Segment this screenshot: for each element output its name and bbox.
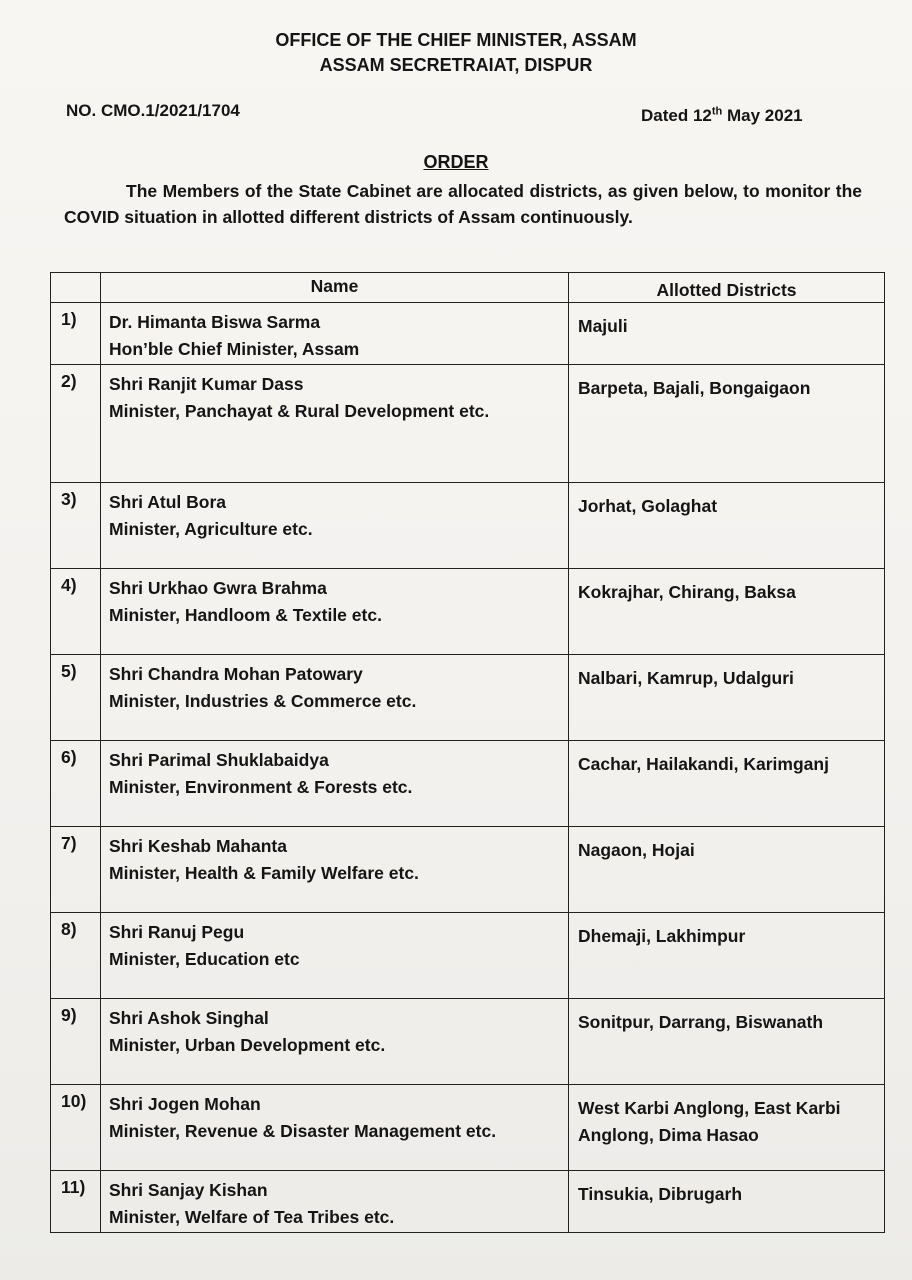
allotted-districts: Dhemaji, Lakhimpur — [569, 913, 885, 999]
allotted-districts: Nalbari, Kamrup, Udalguri — [569, 655, 885, 741]
date-prefix: Dated 12 — [641, 106, 712, 125]
allotted-districts: Cachar, Hailakandi, Karimganj — [569, 741, 885, 827]
minister-name: Shri Parimal Shuklabaidya — [109, 750, 329, 770]
order-date — [641, 106, 803, 126]
row-name-cell — [101, 1171, 569, 1233]
minister-designation: Hon’ble Chief Minister, Assam — [109, 339, 360, 359]
minister-name: Shri Urkhao Gwra Brahma — [109, 578, 327, 598]
date-rest: May 2021 — [722, 106, 803, 125]
row-serial: 9) — [51, 999, 101, 1085]
table-row — [51, 365, 885, 483]
header-serial — [51, 273, 101, 303]
row-name-cell — [101, 483, 569, 569]
minister-name: Shri Jogen Mohan — [109, 1094, 261, 1114]
header-districts: Allotted Districts — [569, 273, 885, 303]
row-name-cell — [101, 827, 569, 913]
minister-designation: Minister, Panchayat & Rural Development etc. — [109, 401, 490, 421]
minister-designation: Minister, Agriculture etc. — [109, 519, 313, 539]
reference-number: NO. CMO.1/2021/1704 — [66, 101, 240, 120]
row-name-cell — [101, 655, 569, 741]
row-name-cell — [101, 303, 569, 365]
allotment-table — [50, 272, 885, 1233]
minister-name: Dr. Himanta Biswa Sarma — [109, 312, 321, 332]
minister-name: Shri Ranjit Kumar Dass — [109, 374, 304, 394]
table-row — [51, 483, 885, 569]
minister-name: Shri Atul Bora — [109, 492, 226, 512]
table-row — [51, 303, 885, 365]
allotted-districts: Jorhat, Golaghat — [569, 483, 885, 569]
row-serial: 3) — [51, 483, 101, 569]
row-name-cell — [101, 913, 569, 999]
minister-designation: Minister, Urban Development etc. — [109, 1035, 386, 1055]
minister-designation: Minister, Industries & Commerce etc. — [109, 691, 417, 711]
table-row — [51, 569, 885, 655]
row-name-cell — [101, 1085, 569, 1171]
row-serial: 11) — [51, 1171, 101, 1233]
minister-name: Shri Keshab Mahanta — [109, 836, 287, 856]
row-serial: 2) — [51, 365, 101, 483]
header-line-1: OFFICE OF THE CHIEF MINISTER, ASSAM — [275, 30, 637, 50]
minister-name: Shri Ashok Singhal — [109, 1008, 269, 1028]
table-row — [51, 655, 885, 741]
minister-designation: Minister, Handloom & Textile etc. — [109, 605, 382, 625]
allotted-districts: Sonitpur, Darrang, Biswanath — [569, 999, 885, 1085]
minister-designation: Minister, Revenue & Disaster Management etc. — [109, 1121, 497, 1141]
minister-designation: Minister, Health & Family Welfare etc. — [109, 863, 419, 883]
allotted-districts: Kokrajhar, Chirang, Baksa — [569, 569, 885, 655]
table-row — [51, 999, 885, 1085]
minister-designation: Minister, Environment & Forests etc. — [109, 777, 413, 797]
row-name-cell — [101, 999, 569, 1085]
row-name-cell — [101, 365, 569, 483]
table-row — [51, 1085, 885, 1171]
table-header-row — [51, 273, 885, 303]
row-name-cell — [101, 741, 569, 827]
minister-name: Shri Sanjay Kishan — [109, 1180, 268, 1200]
header-line-2: ASSAM SECRETRAIAT, DISPUR — [319, 55, 593, 75]
row-serial: 5) — [51, 655, 101, 741]
row-serial: 10) — [51, 1085, 101, 1171]
row-serial: 8) — [51, 913, 101, 999]
header-name: Name — [101, 273, 569, 303]
allotted-districts: Majuli — [569, 303, 885, 365]
allotted-districts: Barpeta, Bajali, Bongaigaon — [569, 365, 885, 483]
minister-name: Shri Ranuj Pegu — [109, 922, 245, 942]
order-title: ORDER — [423, 152, 489, 172]
row-serial: 7) — [51, 827, 101, 913]
table-row — [51, 1171, 885, 1233]
allotted-districts: Tinsukia, Dibrugarh — [569, 1171, 885, 1233]
minister-designation: Minister, Welfare of Tea Tribes etc. — [109, 1207, 395, 1227]
table-row — [51, 827, 885, 913]
office-header — [0, 28, 912, 78]
table-row — [51, 913, 885, 999]
row-serial: 1) — [51, 303, 101, 365]
intro-paragraph: The Members of the State Cabinet are allocated districts, as given below, to monitor the COVID situation in allotted different districts of Assam continuously. — [64, 181, 862, 227]
minister-designation: Minister, Education etc — [109, 949, 300, 969]
row-serial: 6) — [51, 741, 101, 827]
row-serial: 4) — [51, 569, 101, 655]
date-ordinal-suffix: th — [711, 105, 723, 118]
allotted-districts: Nagaon, Hojai — [569, 827, 885, 913]
table-row — [51, 741, 885, 827]
row-name-cell — [101, 569, 569, 655]
minister-name: Shri Chandra Mohan Patowary — [109, 664, 363, 684]
allotted-districts: West Karbi Anglong, East Karbi Anglong, Dima Hasao — [569, 1085, 885, 1171]
